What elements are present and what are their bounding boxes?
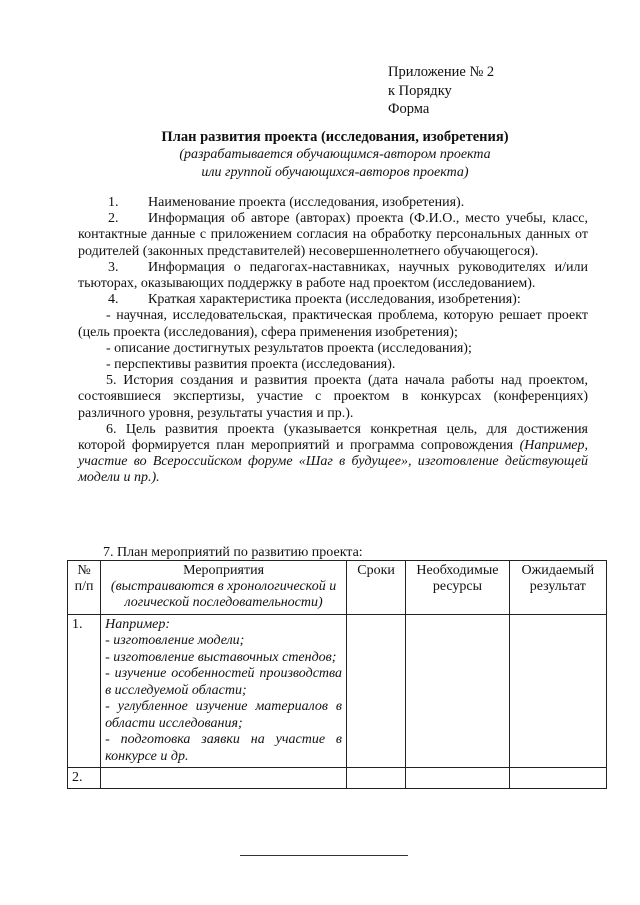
row-2-terms: [347, 768, 406, 789]
row-1-line: - изучение особенностей производства в исследуемой области;: [105, 666, 343, 698]
title-subtitle-2: или группой обучающихся-авторов проекта): [201, 164, 469, 180]
item-4-dash-3: - перспективы развития проекта (исследования).: [106, 357, 396, 373]
row-1-terms: [347, 614, 406, 768]
appendix-number: Приложение № 2: [388, 64, 495, 80]
row-1-line: - подготовка заявки на участие в конкурсе и др.: [105, 732, 343, 764]
appendix-header: [388, 63, 494, 119]
item-4: 4. Краткая характеристика проекта (исследования, изобретения):: [108, 292, 521, 308]
item-3: 3. Информация о педагогах-наставниках, научных руководителях и/или тьюторах, оказывающих поддержку в работе над проектом (исследованием).: [78, 259, 588, 292]
row-2-resources: [406, 768, 509, 789]
header-terms: Сроки: [347, 561, 406, 615]
row-2-result: [509, 768, 606, 789]
header-events-sub: (выстраиваются в хронологической и логической последовательности): [110, 579, 337, 611]
row-1-line: Например:: [105, 616, 171, 632]
item-4-dash-2: - описание достигнутых результатов проекта (исследования);: [106, 340, 472, 356]
row-1-result: [509, 614, 606, 768]
table-row: [68, 614, 607, 768]
row-1-line: - изготовление выставочных стендов;: [105, 649, 337, 665]
table-header-row: [68, 561, 607, 615]
row-1-num: 1.: [68, 614, 101, 768]
item-5: 5. История создания и развития проекта (дата начала работы над проектом, состоявшиеся экспертизы, участие с проектом в конкурсах (конференциях) различного уровня, результаты участия и пр.).: [78, 373, 588, 421]
title-main: План развития проекта (исследования, изобретения): [161, 129, 509, 145]
item-2: 2. Информация об авторе (авторах) проекта (Ф.И.О., место учебы, класс, контактные данные с приложением согласия на обработку персональных данных от родителей (законных представителей) несовершеннолетнего обучающегося).: [78, 211, 588, 259]
item-7-caption: 7. План мероприятий по развитию проекта:: [103, 545, 363, 560]
header-events: [101, 561, 347, 615]
plan-table: [67, 560, 607, 789]
table-row: [68, 768, 607, 789]
document-title: [120, 128, 550, 181]
title-subtitle-1: (разрабатывается обучающимся-автором проекта: [179, 147, 491, 162]
row-1-resources: [406, 614, 509, 768]
header-result: Ожидаемый результат: [509, 561, 606, 615]
appendix-form: Форма: [388, 101, 430, 117]
header-events-title: Мероприятия: [183, 563, 265, 578]
header-num: № п/п: [68, 561, 101, 615]
item-4-dash-1: - научная, исследовательская, практическая проблема, которую решает проект (цель проекта (исследования), сфера применения изобретения);: [78, 308, 588, 340]
item-6: 6. Цель развития проекта (указывается конкретная цель, для достижения которой формируется план мероприятий и программа сопровождения (Например, участие во Всероссийском форуме «Шаг в будущее», изготовление действующей модели и пр.).: [78, 421, 588, 486]
appendix-order: к Порядку: [388, 82, 452, 99]
row-1-events: [101, 614, 347, 768]
row-1-line: - углубленное изучение материалов в области исследования;: [105, 699, 343, 731]
document-body: [78, 195, 588, 487]
row-2-num: 2.: [68, 768, 101, 789]
row-1-line: - изготовление модели;: [105, 633, 245, 649]
item-1: 1. Наименование проекта (исследования, изобретения).: [108, 195, 465, 210]
footer-divider: [240, 855, 408, 856]
header-resources: Необходимые ресурсы: [406, 561, 509, 615]
row-2-events: [101, 768, 347, 789]
